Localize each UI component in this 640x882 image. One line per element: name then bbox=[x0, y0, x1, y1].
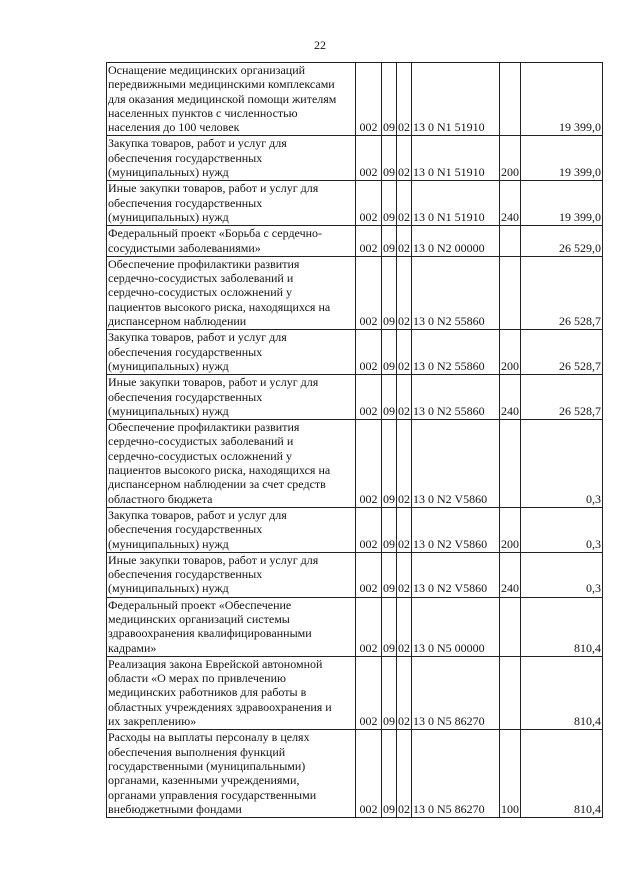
page-number: 22 bbox=[314, 38, 326, 52]
item-name-cell bbox=[107, 181, 356, 226]
item-name-cell bbox=[107, 330, 356, 375]
amount-cell: 810,4 bbox=[521, 597, 603, 656]
expense-type-cell: 200 bbox=[500, 330, 521, 375]
table-row bbox=[107, 375, 603, 420]
amount-cell: 810,4 bbox=[521, 656, 603, 729]
item-name-line: государственными (муниципальными) bbox=[108, 758, 306, 773]
section-code-cell: 09 bbox=[382, 136, 397, 181]
admin-code-cell: 002 bbox=[356, 63, 382, 136]
item-name-line: здравоохранения квалифицированными bbox=[108, 626, 312, 641]
amount-cell: 26 529,0 bbox=[521, 226, 603, 257]
admin-code-cell: 002 bbox=[356, 597, 382, 656]
section-code-cell: 09 bbox=[382, 597, 397, 656]
item-name-line: Закупка товаров, работ и услуг для bbox=[108, 136, 287, 151]
admin-code-cell: 002 bbox=[356, 656, 382, 729]
section-code-cell: 09 bbox=[382, 552, 397, 597]
item-name-cell bbox=[107, 730, 356, 818]
admin-code-cell: 002 bbox=[356, 226, 382, 257]
amount-cell: 0,3 bbox=[521, 507, 603, 552]
item-name-line: Обеспечение профилактики развития bbox=[108, 256, 300, 271]
amount-cell: 0,3 bbox=[521, 552, 603, 597]
item-name-cell bbox=[107, 136, 356, 181]
item-name-line: области «О мерах по привлечению bbox=[108, 671, 286, 686]
subsection-code-cell: 02 bbox=[397, 552, 412, 597]
target-article-cell: 13 0 N2 V5860 bbox=[412, 507, 500, 552]
item-name-line: пациентов высокого риска, находящихся на bbox=[108, 299, 331, 314]
item-name-cell bbox=[107, 597, 356, 656]
item-name-cell bbox=[107, 420, 356, 508]
target-article-cell: 13 0 N5 86270 bbox=[412, 656, 500, 729]
admin-code-cell: 002 bbox=[356, 730, 382, 818]
item-name-cell bbox=[107, 226, 356, 257]
budget-table bbox=[106, 62, 603, 818]
item-name-line: сердечно-сосудистых заболеваний и bbox=[108, 434, 294, 449]
expense-type-cell: 240 bbox=[500, 181, 521, 226]
section-code-cell: 09 bbox=[382, 507, 397, 552]
expense-type-cell bbox=[500, 226, 521, 257]
item-name-line: (муниципальных) нужд bbox=[108, 581, 229, 596]
target-article-cell: 13 0 N1 51910 bbox=[412, 181, 500, 226]
section-code-cell: 09 bbox=[382, 420, 397, 508]
section-code-cell: 09 bbox=[382, 375, 397, 420]
item-name-line: (муниципальных) нужд bbox=[108, 403, 229, 418]
item-name-cell bbox=[107, 375, 356, 420]
expense-type-cell bbox=[500, 256, 521, 329]
item-name-line: обеспечения государственных bbox=[108, 195, 263, 210]
item-name-line: Федеральный проект «Борьба с сердечно- bbox=[108, 226, 323, 241]
expense-type-cell: 240 bbox=[500, 552, 521, 597]
item-name-line: Расходы на выплаты персоналу в целях bbox=[108, 730, 310, 745]
amount-cell: 26 528,7 bbox=[521, 256, 603, 329]
item-name-line: Реализация закона Еврейской автономной bbox=[108, 656, 323, 671]
subsection-code-cell: 02 bbox=[397, 507, 412, 552]
subsection-code-cell: 02 bbox=[397, 730, 412, 818]
subsection-code-cell: 02 bbox=[397, 136, 412, 181]
item-name-line: областных учреждениях здравоохранения и bbox=[108, 699, 332, 714]
table-row bbox=[107, 330, 603, 375]
admin-code-cell: 002 bbox=[356, 507, 382, 552]
table-row bbox=[107, 656, 603, 729]
subsection-code-cell: 02 bbox=[397, 597, 412, 656]
item-name-line: внебюджетными фондами bbox=[108, 801, 242, 816]
table-row bbox=[107, 552, 603, 597]
item-name-cell bbox=[107, 552, 356, 597]
expense-type-cell bbox=[500, 656, 521, 729]
item-name-line: Иные закупки товаров, работ и услуг для bbox=[108, 375, 319, 390]
admin-code-cell: 002 bbox=[356, 330, 382, 375]
expense-type-cell: 240 bbox=[500, 375, 521, 420]
item-name-line: передвижными медицинскими комплексами bbox=[108, 77, 335, 92]
item-name-line: обеспечения государственных bbox=[108, 150, 263, 165]
item-name-line: сердечно-сосудистых осложнений у bbox=[108, 448, 293, 463]
item-name-line: Иные закупки товаров, работ и услуг для bbox=[108, 552, 319, 567]
target-article-cell: 13 0 N5 86270 bbox=[412, 730, 500, 818]
subsection-code-cell: 02 bbox=[397, 420, 412, 508]
section-code-cell: 09 bbox=[382, 330, 397, 375]
table-row bbox=[107, 181, 603, 226]
table-row bbox=[107, 63, 603, 136]
subsection-code-cell: 02 bbox=[397, 63, 412, 136]
item-name-line: диспансерном наблюдении bbox=[108, 314, 247, 329]
target-article-cell: 13 0 N5 00000 bbox=[412, 597, 500, 656]
admin-code-cell: 002 bbox=[356, 375, 382, 420]
item-name-line: обеспечения выполнения функций bbox=[108, 744, 286, 759]
table-row bbox=[107, 136, 603, 181]
amount-cell: 26 528,7 bbox=[521, 375, 603, 420]
item-name-line: органами управления государственными bbox=[108, 787, 317, 802]
item-name-cell bbox=[107, 63, 356, 136]
table-row bbox=[107, 730, 603, 818]
item-name-line: (муниципальных) нужд bbox=[108, 209, 229, 224]
section-code-cell: 09 bbox=[382, 181, 397, 226]
target-article-cell: 13 0 N2 55860 bbox=[412, 375, 500, 420]
table-row bbox=[107, 256, 603, 329]
amount-cell: 0,3 bbox=[521, 420, 603, 508]
item-name-line: (муниципальных) нужд bbox=[108, 536, 229, 551]
subsection-code-cell: 02 bbox=[397, 226, 412, 257]
item-name-line: (муниципальных) нужд bbox=[108, 165, 229, 180]
admin-code-cell: 002 bbox=[356, 136, 382, 181]
subsection-code-cell: 02 bbox=[397, 330, 412, 375]
admin-code-cell: 002 bbox=[356, 181, 382, 226]
item-name-line: Оснащение медицинских организаций bbox=[108, 63, 306, 77]
item-name-line: (муниципальных) нужд bbox=[108, 358, 229, 373]
item-name-line: медицинских организаций системы bbox=[108, 611, 290, 626]
amount-cell: 19 399,0 bbox=[521, 136, 603, 181]
item-name-line: Обеспечение профилактики развития bbox=[108, 420, 300, 435]
expense-type-cell: 200 bbox=[500, 136, 521, 181]
target-article-cell: 13 0 N2 00000 bbox=[412, 226, 500, 257]
item-name-line: Закупка товаров, работ и услуг для bbox=[108, 507, 287, 522]
item-name-line: пациентов высокого риска, находящихся на bbox=[108, 463, 331, 478]
item-name-line: обеспечения государственных bbox=[108, 567, 263, 582]
target-article-cell: 13 0 N2 55860 bbox=[412, 256, 500, 329]
target-article-cell: 13 0 N2 V5860 bbox=[412, 420, 500, 508]
item-name-line: обеспечения государственных bbox=[108, 344, 263, 359]
item-name-line: сердечно-сосудистых осложнений у bbox=[108, 285, 293, 300]
item-name-line: Иные закупки товаров, работ и услуг для bbox=[108, 181, 319, 196]
item-name-line: кадрами» bbox=[108, 640, 157, 655]
subsection-code-cell: 02 bbox=[397, 656, 412, 729]
amount-cell: 26 528,7 bbox=[521, 330, 603, 375]
item-name-cell bbox=[107, 656, 356, 729]
amount-cell: 19 399,0 bbox=[521, 181, 603, 226]
admin-code-cell: 002 bbox=[356, 552, 382, 597]
item-name-line: областного бюджета bbox=[108, 491, 213, 506]
item-name-line: обеспечения государственных bbox=[108, 522, 263, 537]
item-name-line: сердечно-сосудистых заболеваний и bbox=[108, 271, 294, 286]
target-article-cell: 13 0 N2 55860 bbox=[412, 330, 500, 375]
item-name-line: для оказания медицинской помощи жителям bbox=[108, 91, 337, 106]
table-row bbox=[107, 226, 603, 257]
target-article-cell: 13 0 N2 V5860 bbox=[412, 552, 500, 597]
item-name-cell bbox=[107, 256, 356, 329]
item-name-line: Федеральный проект «Обеспечение bbox=[108, 597, 292, 612]
target-article-cell: 13 0 N1 51910 bbox=[412, 63, 500, 136]
item-name-line: населения до 100 человек bbox=[108, 120, 240, 135]
table-row bbox=[107, 597, 603, 656]
subsection-code-cell: 02 bbox=[397, 181, 412, 226]
item-name-line: обеспечения государственных bbox=[108, 389, 263, 404]
item-name-line: сосудистыми заболеваниями» bbox=[108, 240, 261, 255]
section-code-cell: 09 bbox=[382, 656, 397, 729]
expense-type-cell: 200 bbox=[500, 507, 521, 552]
expense-type-cell: 100 bbox=[500, 730, 521, 818]
table-row bbox=[107, 420, 603, 508]
amount-cell: 19 399,0 bbox=[521, 63, 603, 136]
item-name-cell bbox=[107, 507, 356, 552]
expense-type-cell bbox=[500, 420, 521, 508]
admin-code-cell: 002 bbox=[356, 420, 382, 508]
item-name-line: диспансерном наблюдении за счет средств bbox=[108, 477, 326, 492]
expense-type-cell bbox=[500, 597, 521, 656]
subsection-code-cell: 02 bbox=[397, 375, 412, 420]
section-code-cell: 09 bbox=[382, 730, 397, 818]
table-row bbox=[107, 507, 603, 552]
section-code-cell: 09 bbox=[382, 256, 397, 329]
item-name-line: органами, казенными учреждениями, bbox=[108, 773, 300, 788]
item-name-line: населенных пунктов с численностью bbox=[108, 105, 298, 120]
subsection-code-cell: 02 bbox=[397, 256, 412, 329]
admin-code-cell: 002 bbox=[356, 256, 382, 329]
target-article-cell: 13 0 N1 51910 bbox=[412, 136, 500, 181]
item-name-line: Закупка товаров, работ и услуг для bbox=[108, 330, 287, 345]
section-code-cell: 09 bbox=[382, 226, 397, 257]
section-code-cell: 09 bbox=[382, 63, 397, 136]
item-name-line: их закреплению» bbox=[108, 714, 197, 729]
amount-cell: 810,4 bbox=[521, 730, 603, 818]
item-name-line: медицинских работников для работы в bbox=[108, 685, 307, 700]
expense-type-cell bbox=[500, 63, 521, 136]
